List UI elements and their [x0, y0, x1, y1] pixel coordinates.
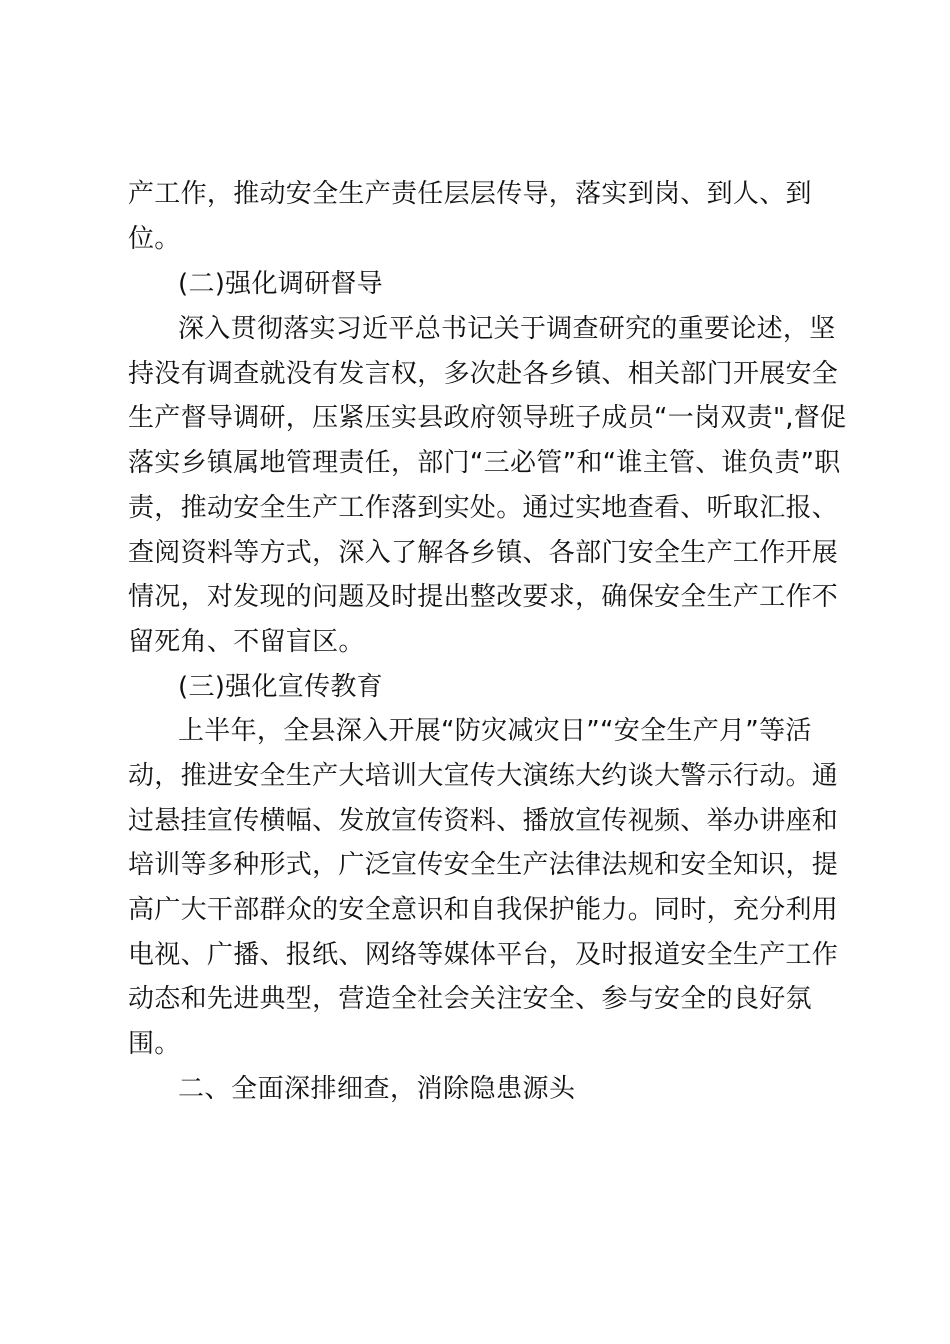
paragraph-line: 培训等多种形式，广泛宣传安全生产法律法规和安全知识，提 [128, 850, 839, 880]
paragraph-line: 动，推进安全生产大培训大宣传大演练大约谈大警示行动。通 [128, 761, 839, 791]
paragraph-line: 围。 [128, 1029, 181, 1059]
paragraph-line: 情况，对发现的问题及时提出整改要求，确保安全生产工作不 [128, 582, 839, 612]
paragraph-line: 过悬挂宣传横幅、发放宣传资料、播放宣传视频、举办讲座和 [128, 806, 839, 836]
section-heading-education: (三)强化宣传教育 [178, 672, 383, 702]
paragraph-line: 留死角、不留盲区。 [128, 627, 365, 657]
paragraph-line: 责，推动安全生产工作落到实处。通过实地查看、听取汇报、 [128, 493, 839, 523]
paragraph-line: 落实乡镇属地管理责任，部门“三必管”和“谁主管、谁负责”职 [128, 448, 841, 478]
paragraph-line: 动态和先进典型，营造全社会关注安全、参与安全的良好氛 [128, 984, 812, 1014]
paragraph-line: 深入贯彻落实习近平总书记关于调查研究的重要论述，坚 [178, 314, 836, 344]
paragraph-line: 产工作，推动安全生产责任层层传导，落实到岗、到人、到 [128, 179, 812, 209]
section-heading-research: (二)强化调研督导 [178, 269, 383, 299]
paragraph-line: 位。 [128, 224, 181, 254]
paragraph-line: 上半年，全县深入开展“防灾减灾日”“安全生产月”等活 [178, 716, 812, 746]
paragraph-line: 高广大干部群众的安全意识和自我保护能力。同时，充分利用 [128, 895, 839, 925]
paragraph-line: 查阅资料等方式，深入了解各乡镇、各部门安全生产工作开展 [128, 538, 839, 568]
paragraph-line: 生产督导调研，压紧压实县政府领导班子成员“一岗双责",督促 [128, 403, 847, 433]
paragraph-line: 持没有调查就没有发言权，多次赴各乡镇、相关部门开展安全 [128, 359, 839, 389]
main-heading-hazard-inspection: 二、全面深排细查，消除隐患源头 [178, 1074, 576, 1104]
paragraph-line: 电视、广播、报纸、网络等媒体平台，及时报道安全生产工作 [128, 940, 839, 970]
